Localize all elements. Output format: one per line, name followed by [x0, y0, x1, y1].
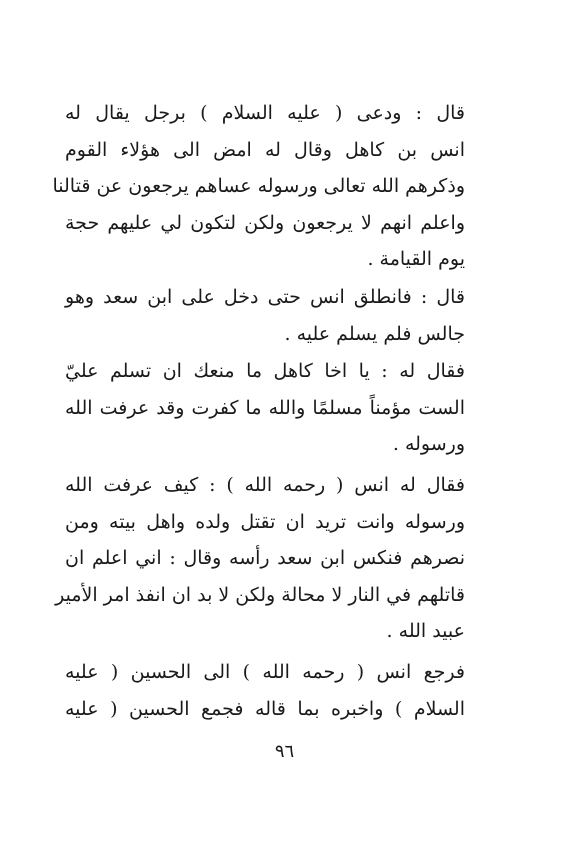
paragraph-line: انس بن كاهل وقال له امض الى هؤلاء القوم: [65, 138, 465, 161]
paragraph-line: فقال له انس ( رحمه الله ) : كيف عرفت الله: [65, 474, 465, 496]
paragraph-line: قال : فانطلق انس حتى دخل على ابن سعد وهو: [65, 286, 465, 308]
paragraph-2: [65, 279, 465, 352]
paragraph-line: فقال له : يا اخا كاهل ما منعك ان تسلم عليّ: [65, 360, 465, 382]
paragraph-line: جالس فلم يسلم عليه .: [284, 322, 465, 345]
paragraph-5: [65, 654, 465, 727]
paragraph-line: ورسوله .: [392, 433, 465, 455]
paragraph-line: عبيد الله .: [386, 620, 465, 642]
paragraph-1: [52, 95, 465, 278]
paragraph-line: ورسوله وانت تريد ان تقتل ولده واهل بيته ومن: [65, 510, 465, 533]
paragraph-line: السلام ) واخبره بما قاله فجمع الحسين ( عليه: [65, 697, 465, 720]
paragraph-line: واعلم انهم لا يرجعون ولكن لتكون لي عليهم حجة: [65, 211, 465, 234]
paragraph-line: قال : ودعى ( عليه السلام ) برجل يقال له: [65, 102, 465, 124]
paragraph-line: نصرهم فنكس ابن سعد رأسه وقال : اني اعلم ان: [65, 547, 465, 569]
paragraph-3: [65, 353, 465, 463]
paragraph-line: وذكرهم الله تعالى ورسوله عساهم يرجعون عن قتالنا: [52, 175, 465, 197]
paragraph-line: قاتلهم في النار لا محالة ولكن لا بد ان انفذ امر الأمير: [55, 583, 465, 606]
paragraph-line: يوم القيامة .: [367, 248, 465, 270]
paragraph-line: فرجع انس ( رحمه الله ) الى الحسين ( عليه: [65, 661, 465, 683]
paragraph-line: الست مؤمناً مسلمًا والله ما كفرت وقد عرفت الله: [65, 396, 465, 419]
page-number: ٩٦: [274, 741, 295, 762]
paragraph-4: [55, 467, 465, 650]
